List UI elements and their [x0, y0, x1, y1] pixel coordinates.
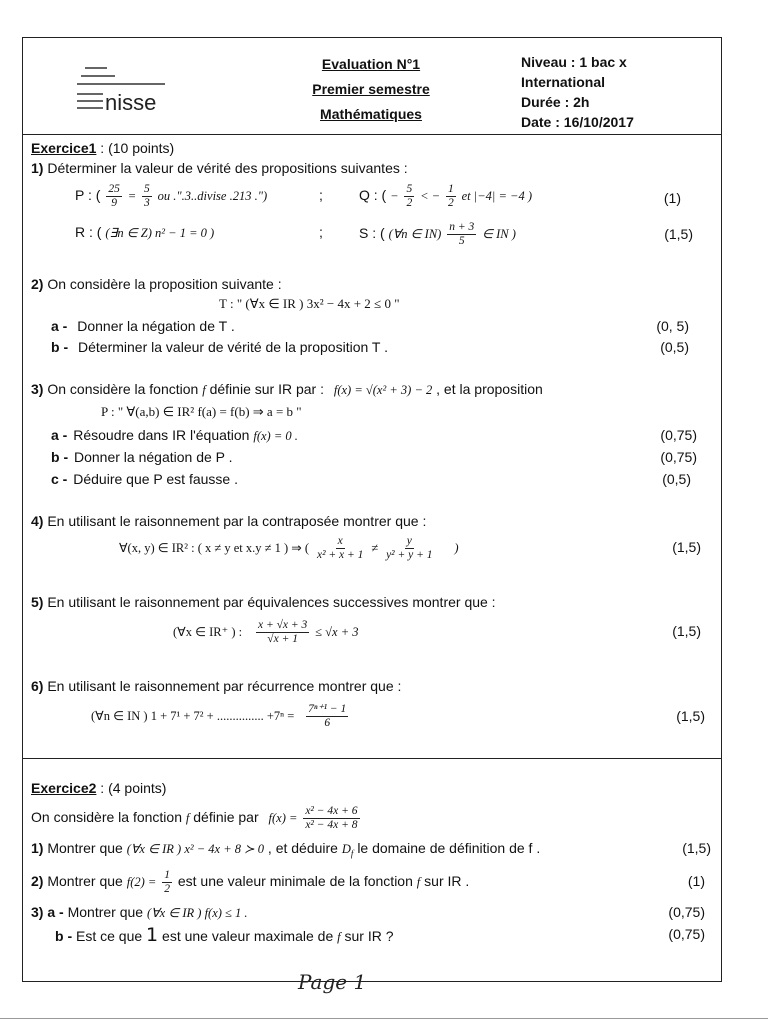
q1-points-1: (1): [663, 190, 681, 206]
prop-S-rest: ∈ IN ): [482, 227, 516, 241]
q2a-label: a -: [51, 318, 68, 334]
prop-S-label: S : (: [359, 225, 385, 241]
frac-num: x: [337, 534, 343, 547]
q6-frac: [306, 703, 348, 730]
frac-1-2: [446, 183, 456, 210]
page-number: Page 1: [298, 970, 367, 994]
q2-statement: [31, 276, 282, 292]
q6-number: 6): [31, 678, 44, 694]
q4-close: ): [454, 541, 459, 555]
domain-sub: f: [350, 848, 354, 859]
q3a-math: f(x) = 0 .: [253, 429, 298, 443]
q1-statement: [31, 160, 408, 176]
neq-sign: ≠: [371, 541, 379, 555]
frac-num: 5: [406, 182, 413, 195]
school-logo: [71, 60, 181, 130]
q2a-points: (0, 5): [656, 318, 689, 334]
q4-statement: [31, 513, 426, 529]
q3b-label: b -: [51, 449, 69, 465]
q3a-points: (0,75): [660, 427, 697, 443]
q4-formula: [119, 530, 459, 565]
ex2-q3b-points: (0,75): [668, 926, 705, 942]
frac-num: 25: [108, 182, 120, 195]
q6-formula: [91, 698, 350, 733]
frac-25-9: [106, 183, 122, 210]
frac-den: √x + 1: [267, 632, 298, 645]
prop-R-label: R : (: [75, 224, 102, 240]
q4-points: (1,5): [672, 539, 701, 555]
q4-lhs: ∀(x, y) ∈ IR² : ( x ≠ y et x.y ≠ 1 ) ⇒ (: [119, 541, 310, 555]
frac-den: x² + x + 1: [316, 548, 364, 561]
q1-number: 1): [31, 160, 44, 176]
frac-n3-5: [447, 221, 476, 248]
frac-den: y² + y + 1: [386, 548, 433, 561]
q3-statement: [31, 381, 543, 398]
q3-text3: , et la proposition: [436, 381, 543, 397]
q3a-text: Résoudre dans IR l'équation: [73, 427, 250, 443]
frac-num: 1: [447, 182, 454, 195]
q5-number: 5): [31, 594, 44, 610]
prop-P3: P : " ∀(a,b) ∈ IR² f(a) = f(b) ⇒ a = b ": [101, 404, 302, 419]
frac-den: 2: [406, 196, 413, 209]
q2b: [51, 339, 388, 355]
ex2-intro-text2: définie par: [193, 809, 259, 825]
q3b-points: (0,75): [660, 449, 697, 465]
q5-formula: [173, 614, 359, 649]
q3c: [51, 471, 238, 487]
ex2-q2-text: Montrer que: [47, 873, 123, 889]
ex2-q2: [31, 866, 469, 897]
ex2-q2-math: f(2) =: [126, 875, 157, 889]
prop-P: [75, 180, 267, 211]
ex2-q3b-text2: est une valeur maximale de: [162, 928, 334, 944]
prop-S-quantifier: (∀n ∈ IN): [388, 227, 442, 241]
ex2-q3a-math: (∀x ∈ IR ) f(x) ≤ 1 .: [146, 906, 248, 920]
frac-den: 6: [324, 716, 331, 729]
ex2-q1-number: 1): [31, 840, 44, 856]
title-line-3: Mathématiques: [320, 106, 422, 122]
frac-1-2-min: [162, 869, 172, 896]
ex2-q2-text3: sur IR .: [424, 873, 470, 889]
q5-frac: [256, 619, 309, 646]
q3c-text: Déduire que P est fausse .: [73, 471, 238, 487]
frac-den: x² − 4x + 8: [305, 818, 358, 831]
frac-den: 2: [164, 882, 170, 895]
ex2-q2-text2: est une valeur minimale de la fonction: [177, 873, 413, 889]
domain-D: D: [341, 842, 351, 856]
frac-5-3: [142, 183, 152, 210]
ex2-title: Exercice2: [31, 780, 97, 796]
ex2-fx-lhs: f(x) =: [268, 811, 298, 825]
f-symbol: f: [202, 383, 206, 397]
ex2-q3a-points: (0,75): [668, 904, 705, 920]
ex2-q1-text2: , et déduire: [267, 840, 338, 856]
prop-T: T : " (∀x ∈ IR ) 3x² − 4x + 2 ≤ 0 ": [219, 296, 400, 311]
prop-Q-label: Q : (: [359, 187, 387, 203]
f-symbol: f: [337, 930, 341, 944]
q2b-text: Déterminer la valeur de vérité de la proposition T .: [78, 339, 388, 355]
q3a: [51, 427, 298, 444]
ex2-q3a: [31, 904, 248, 921]
q2b-label: b -: [51, 339, 69, 355]
q3b-text: Donner la négation de P .: [74, 449, 233, 465]
ex2-q3b-text: Est ce que: [76, 928, 143, 944]
q3b: [51, 449, 233, 465]
equals-sign: =: [127, 189, 137, 203]
logo-text: nisse: [105, 90, 157, 115]
q2b-points: (0,5): [660, 339, 689, 355]
frac-num: y: [406, 534, 412, 547]
ex1-points: : (10 points): [100, 140, 175, 156]
frac-den: 2: [447, 196, 454, 209]
q4-number: 4): [31, 513, 44, 529]
ex2-q2-number: 2): [31, 873, 44, 889]
header-divider: [23, 134, 721, 135]
q5-rhs: ≤ √x + 3: [315, 625, 359, 639]
prop-S: [359, 218, 516, 249]
frac-num: 5: [144, 182, 150, 195]
title-line-1: Evaluation N°1: [321, 56, 421, 72]
f-symbol: f: [185, 811, 190, 825]
q6-text: En utilisant le raisonnement par récurrence montrer que :: [47, 678, 402, 694]
q3c-label: c -: [51, 471, 68, 487]
ex2-points: : (4 points): [100, 780, 167, 796]
ex2-q1-math: (∀x ∈ IR ) x² − 4x + 8 ≻ 0: [126, 842, 265, 856]
ex2-q2-points: (1): [687, 873, 705, 889]
frac-num: 1: [164, 868, 170, 881]
q2a-text: Donner la négation de T .: [77, 318, 235, 334]
info-date: Date : 16/10/2017: [521, 114, 634, 130]
info-level: Niveau : 1 bac x: [521, 54, 627, 70]
frac-5-2: [404, 183, 414, 210]
ex2-fx-frac: [303, 805, 359, 832]
ex2-heading: [31, 780, 166, 796]
ex2-q3b: [55, 924, 394, 946]
prop-R: [75, 224, 214, 241]
q3-text: On considère la fonction: [47, 381, 199, 397]
prop-R-expr: (∃n ∈ Z) n² − 1 = 0 ): [105, 226, 215, 240]
frac-num: x + √x + 3: [257, 618, 308, 631]
ex2-intro: [31, 800, 362, 835]
ex2-q3a-text: Montrer que: [67, 904, 144, 920]
q1-text: Déterminer la valeur de vérité des propositions suivantes :: [47, 160, 408, 176]
ex2-q1: [31, 840, 540, 859]
prop-P-sep: ;: [319, 187, 323, 203]
info-duration: Durée : 2h: [521, 94, 590, 110]
q5-lhs: (∀x ∈ IR⁺ ) :: [173, 625, 243, 639]
q6-statement: [31, 678, 401, 694]
ex1-title: Exercice1: [31, 140, 97, 156]
q1-points-2: (1,5): [664, 226, 693, 242]
frac-den: 9: [111, 196, 117, 209]
q4-frac-y: [384, 535, 434, 562]
q5-text: En utilisant le raisonnement par équivalences successives montrer que :: [47, 594, 496, 610]
q3-function-def: f(x) = √(x² + 3) − 2: [333, 383, 433, 397]
exam-sheet: [22, 37, 722, 982]
ex2-q3a-label: a -: [47, 904, 64, 920]
frac-num: 7ⁿ⁺¹ − 1: [308, 702, 347, 715]
ex2-q1-text3: le domaine de définition de f .: [357, 840, 541, 856]
q3a-label: a -: [51, 427, 68, 443]
q6-points: (1,5): [676, 708, 705, 724]
q6-lhs: (∀n ∈ IN ) 1 + 7¹ + 7² + ............... +7ⁿ =: [91, 709, 295, 723]
q5-points: (1,5): [672, 623, 701, 639]
q2-number: 2): [31, 276, 44, 292]
prop-R-sep: ;: [319, 224, 323, 240]
exam-title: [281, 52, 461, 127]
q3-number: 3): [31, 381, 44, 397]
frac-den: 5: [458, 234, 465, 247]
q3-text2: définie sur IR par :: [209, 381, 324, 397]
prop-P-label: P : (: [75, 187, 101, 203]
info-section: International: [521, 74, 606, 90]
exam-info: [521, 52, 634, 132]
ex2-q3b-label: b -: [55, 928, 73, 944]
prop-Q: [359, 180, 532, 211]
q3c-points: (0,5): [662, 471, 691, 487]
bottom-rule: [0, 1018, 768, 1019]
frac-num: x² − 4x + 6: [305, 804, 358, 817]
frac-num: n + 3: [449, 220, 475, 233]
q4-frac-x: [315, 535, 365, 562]
ex2-q1-points: (1,5): [682, 840, 711, 856]
q2a: [51, 318, 235, 334]
f-symbol: f: [416, 875, 421, 889]
ex2-q3b-one: 1: [146, 924, 159, 946]
ex2-q1-text: Montrer que: [47, 840, 123, 856]
ex1-heading: [31, 140, 174, 156]
less-than: < −: [420, 189, 441, 203]
exercise-divider: [23, 758, 721, 759]
q4-text: En utilisant le raisonnement par la contraposée montrer que :: [47, 513, 427, 529]
q5-statement: [31, 594, 496, 610]
domain-symbol: [341, 842, 354, 859]
ex2-intro-text: On considère la fonction: [31, 809, 182, 825]
q2-text: On considère la proposition suivante :: [47, 276, 282, 292]
title-line-2: Premier semestre: [312, 81, 430, 97]
minus-sign: −: [390, 189, 399, 203]
prop-P-rest: ou .".3..divise .213 ."): [157, 189, 268, 203]
frac-den: 3: [144, 196, 150, 209]
prop-Q-rest: et |−4| = −4 ): [461, 189, 532, 203]
ex2-q3b-text3: sur IR ?: [344, 928, 394, 944]
ex2-q3-number: 3): [31, 904, 44, 920]
